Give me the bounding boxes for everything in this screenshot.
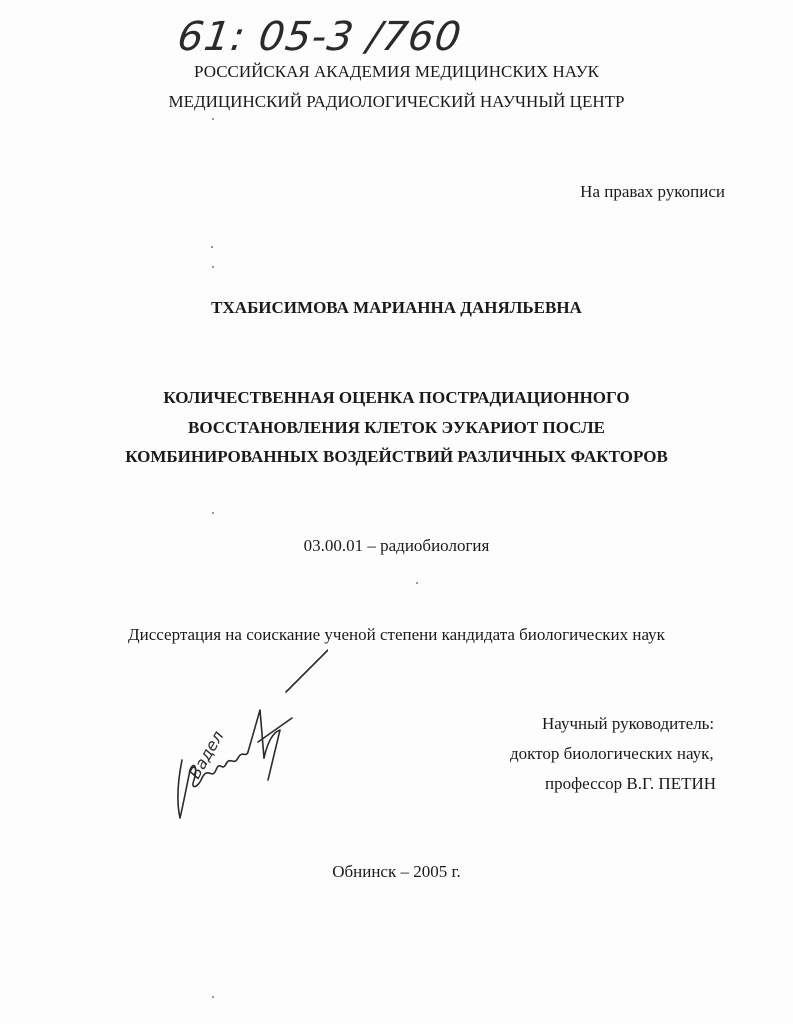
scan-speck: [212, 118, 214, 120]
scan-speck: [211, 246, 213, 248]
author-name: ТХАБИСИМОВА МАРИАННА ДАНЯЛЬЕВНА: [211, 298, 582, 317]
footer-city-year: Обнинск – 2005 г.: [332, 862, 461, 881]
supervisor-name: профессор В.Г. ПЕТИН: [545, 774, 717, 793]
title-line-1: КОЛИЧЕСТВЕННАЯ ОЦЕНКА ПОСТРАДИАЦИОННОГО: [163, 388, 630, 407]
specialty-code: 03.00.01 – радиобиология: [303, 536, 490, 555]
header-center: МЕДИЦИНСКИЙ РАДИОЛОГИЧЕСКИЙ НАУЧНЫЙ ЦЕНТР: [168, 92, 625, 111]
header-academy: РОССИЙСКАЯ АКАДЕМИЯ МЕДИЦИНСКИХ НАУК: [194, 62, 599, 81]
rights-note: На правах рукописи: [580, 182, 725, 201]
supervisor-label: Научный руководитель:: [542, 714, 715, 733]
title-line-3: КОМБИНИРОВАННЫХ ВОЗДЕЙСТВИЙ РАЗЛИЧНЫХ ФАКТОРОВ: [125, 447, 668, 466]
signature: [168, 640, 328, 830]
title-line-2: ВОССТАНОВЛЕНИЯ КЛЕТОК ЭУКАРИОТ ПОСЛЕ: [188, 418, 605, 437]
scan-speck: [416, 582, 418, 584]
degree-statement: Диссертация на соискание ученой степени кандидата биологических наук: [128, 625, 665, 644]
archive-number-handwritten: 61: 05-3 /760: [174, 14, 465, 60]
signature-text: Вадел: [185, 727, 228, 782]
scan-speck: [212, 512, 214, 514]
scan-speck: [212, 996, 214, 998]
scan-speck: [212, 266, 214, 268]
supervisor-degree: доктор биологических наук,: [510, 744, 714, 763]
